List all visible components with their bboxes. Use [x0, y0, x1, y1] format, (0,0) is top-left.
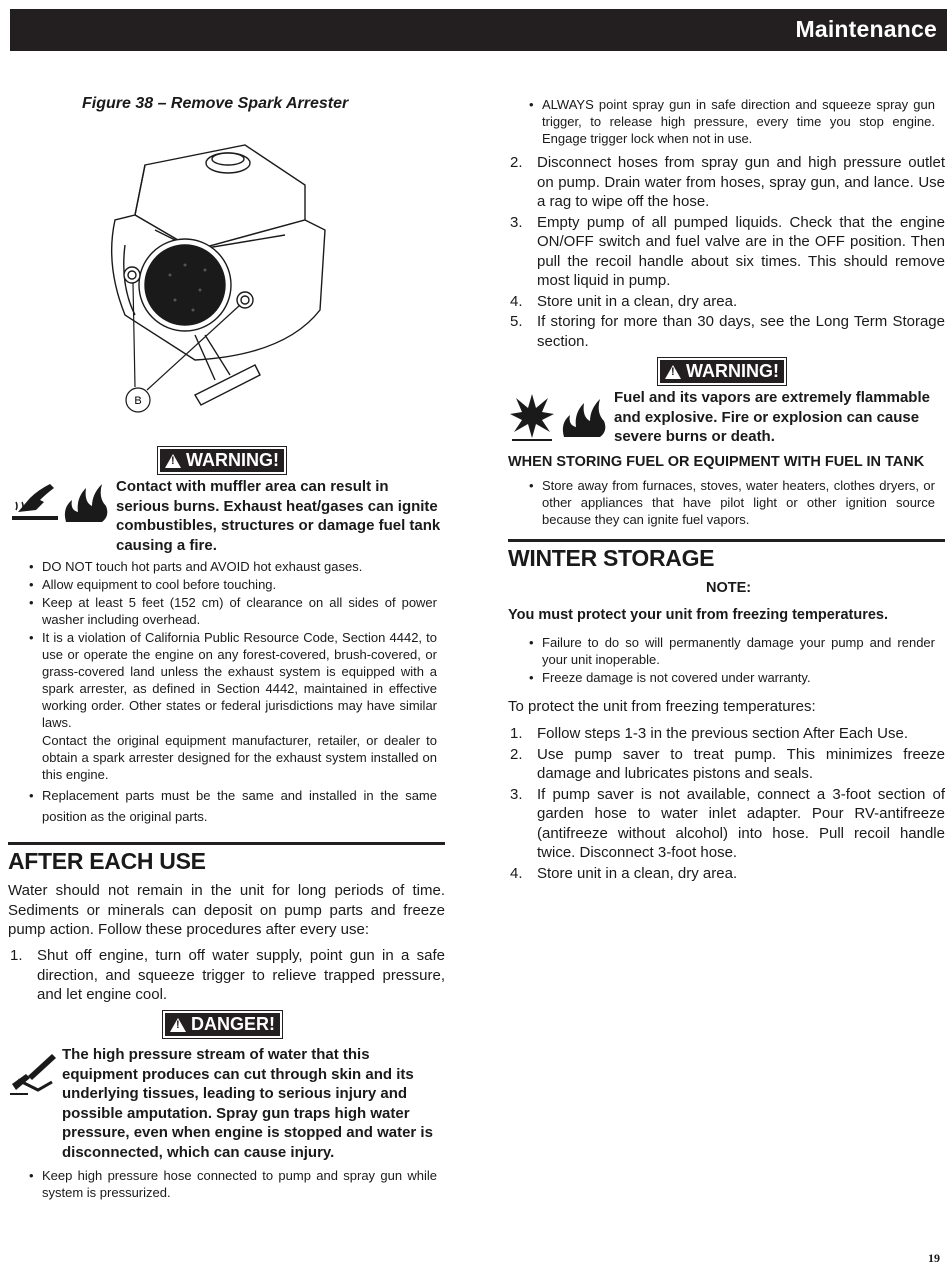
winter-storage-steps — [508, 724, 945, 884]
list-item — [508, 312, 945, 351]
step-text: Shut off engine, turn off water supply, point gun in a safe direction, and squeeze trigger to relieve trapped pressure, and let engine cool. — [37, 947, 445, 1003]
muffler-warning-text: Contact with muffler area can result in serious burns. Exhaust heat/gases can ignite combustibles, structures or damage fuel tank causing a fire. — [116, 478, 441, 554]
section-title-after-each-use: AFTER EACH USE — [8, 848, 206, 874]
after-each-use-intro: Water should not remain in the unit for long periods of time. Sediments or minerals can deposit on pump parts and freeze pump action. Follow these procedures after every use: — [8, 882, 445, 938]
step-text: Empty pump of all pumped liquids. Check that the engine ON/OFF switch and fuel valve are in the OFF position. Then pull the recoil handle about six times. This should remove most liquid in pump. — [537, 213, 945, 289]
danger-text: The high pressure stream of water that this equipment produces can cut through skin and its underlying tissues, leading to serious injury and possible amputation. Spray gun traps high water pressure, even when engine is stopped and water is disconnected, which can cause injury. — [62, 1046, 433, 1161]
winter-storage-intro: To protect the unit from freezing temperatures: — [508, 698, 816, 715]
list-item: • Allow equipment to cool before touching. — [27, 576, 437, 593]
fuel-warning-badge-label: WARNING! — [686, 361, 779, 381]
step-text: If storing for more than 30 days, see the Long Term Storage section. — [537, 313, 945, 350]
list-item: • Keep high pressure hose connected to pump and spray gun while system is pressurized. — [27, 1167, 437, 1201]
step-number: 4. — [510, 864, 523, 882]
list-item — [8, 946, 445, 1005]
step-number: 3. — [510, 785, 523, 803]
step-number: 5. — [510, 313, 523, 330]
fire-icon — [560, 395, 608, 440]
danger-bullets-left — [27, 1167, 437, 1202]
list-item — [508, 292, 945, 312]
list-item-text: It is a violation of California Public Resource Code, Section 4442, to use or operate the engine on any forest-covered, brush-covered, or grass-covered land unless the exhaust system is equipped with a spark arrester, as defined in Section 4442, maintained in effective working order. Other states or federal jurisdictions may have similar laws. — [42, 630, 437, 730]
page-number: 19 — [928, 1251, 940, 1265]
step-text: Store unit in a clean, dry area. — [537, 864, 738, 882]
step-text: Use pump saver to treat pump. This minimizes freeze damage and lubricates pistons and seals. — [537, 745, 945, 782]
list-item: • Store away from furnaces, stoves, water heaters, clothes dryers, or other appliances that have pilot light or other ignition source because they can ignite fuel vapors. — [527, 477, 935, 528]
header-bar — [10, 9, 947, 51]
list-item-extra: Contact the original equipment manufacturer, retailer, or dealer to obtain a spark arrester designed for the exhaust system installed on this engine. — [42, 733, 437, 782]
list-item: • ALWAYS point spray gun in safe direction and squeeze spray gun trigger, to release high pressure, every time you stop engine. Engage trigger lock when not in use. — [527, 96, 935, 147]
fire-icon — [62, 480, 110, 525]
list-item: • Replacement parts must be the same and installed in the same position as the original parts. — [27, 785, 437, 827]
hot-surface-icon — [10, 480, 60, 525]
winter-storage-bullets — [527, 634, 935, 687]
list-item: • DO NOT touch hot parts and AVOID hot exhaust gases. — [27, 558, 437, 575]
after-each-use-steps-continued — [508, 153, 945, 352]
spark-arrester-figure — [95, 125, 340, 420]
step-text: If pump saver is not available, connect a 3-foot section of garden hose to water inlet adapter. Pour RV-antifreeze (antifreeze without alcohol) into hose. Pull recoil handle twice. Disconnect 3-foot hose. — [537, 785, 945, 861]
list-item: • Keep at least 5 feet (152 cm) of clearance on all sides of power washer including overhead. — [27, 594, 437, 628]
step-text: Disconnect hoses from spray gun and high pressure outlet on pump. Drain water from hoses, spray gun, and lance. Use a rag to wipe off the hose. — [537, 154, 945, 210]
list-item: • Failure to do so will permanently damage your pump and render your unit inoperable. — [527, 634, 935, 668]
note-text: You must protect your unit from freezing temperatures. — [508, 607, 889, 623]
list-item — [508, 745, 945, 784]
warning-badge — [160, 449, 284, 472]
muffler-warning-bullets — [27, 558, 437, 828]
alert-triangle-icon — [665, 365, 681, 379]
alert-triangle-icon — [165, 454, 181, 468]
figure-caption: Figure 38 – Remove Spark Arrester — [82, 95, 349, 112]
list-item — [508, 153, 945, 212]
section-title-winter-storage: WINTER STORAGE — [508, 545, 715, 571]
fuel-warning-bullets — [527, 477, 935, 529]
step-number: 4. — [510, 292, 523, 310]
section-divider — [508, 539, 945, 542]
step-number: 2. — [510, 745, 523, 763]
list-item — [508, 724, 945, 744]
fuel-warning-text: Fuel and its vapors are extremely flammable and explosive. Fire or explosion can cause severe burns or death. — [614, 389, 930, 445]
list-item — [27, 629, 437, 783]
page-title: Maintenance — [795, 16, 937, 42]
section-divider — [8, 842, 445, 845]
alert-triangle-icon — [170, 1018, 186, 1032]
step-number: 3. — [510, 213, 523, 231]
step-text: Store unit in a clean, dry area. — [537, 292, 738, 310]
note-label: NOTE: — [706, 580, 752, 596]
step-text: Follow steps 1-3 in the previous section After Each Use. — [537, 725, 909, 742]
list-item — [508, 213, 945, 291]
step-number: 2. — [510, 154, 523, 171]
list-item — [508, 785, 945, 863]
list-item: • Freeze damage is not covered under warranty. — [527, 669, 935, 686]
danger-bullets-right — [527, 96, 935, 148]
fuel-storage-subhead: WHEN STORING FUEL OR EQUIPMENT WITH FUEL IN TANK — [508, 454, 925, 470]
explosion-icon — [508, 392, 556, 442]
fuel-warning-badge — [660, 360, 784, 383]
step-number: 1. — [510, 725, 523, 742]
danger-badge-label: DANGER! — [191, 1014, 275, 1034]
warning-badge-label: WARNING! — [186, 450, 279, 470]
step-number: 1. — [10, 947, 23, 964]
callout-label: B — [134, 395, 142, 407]
high-pressure-injection-icon — [8, 1050, 58, 1100]
list-item — [508, 864, 945, 884]
danger-badge — [165, 1013, 280, 1036]
after-each-use-steps-start — [8, 946, 445, 1006]
